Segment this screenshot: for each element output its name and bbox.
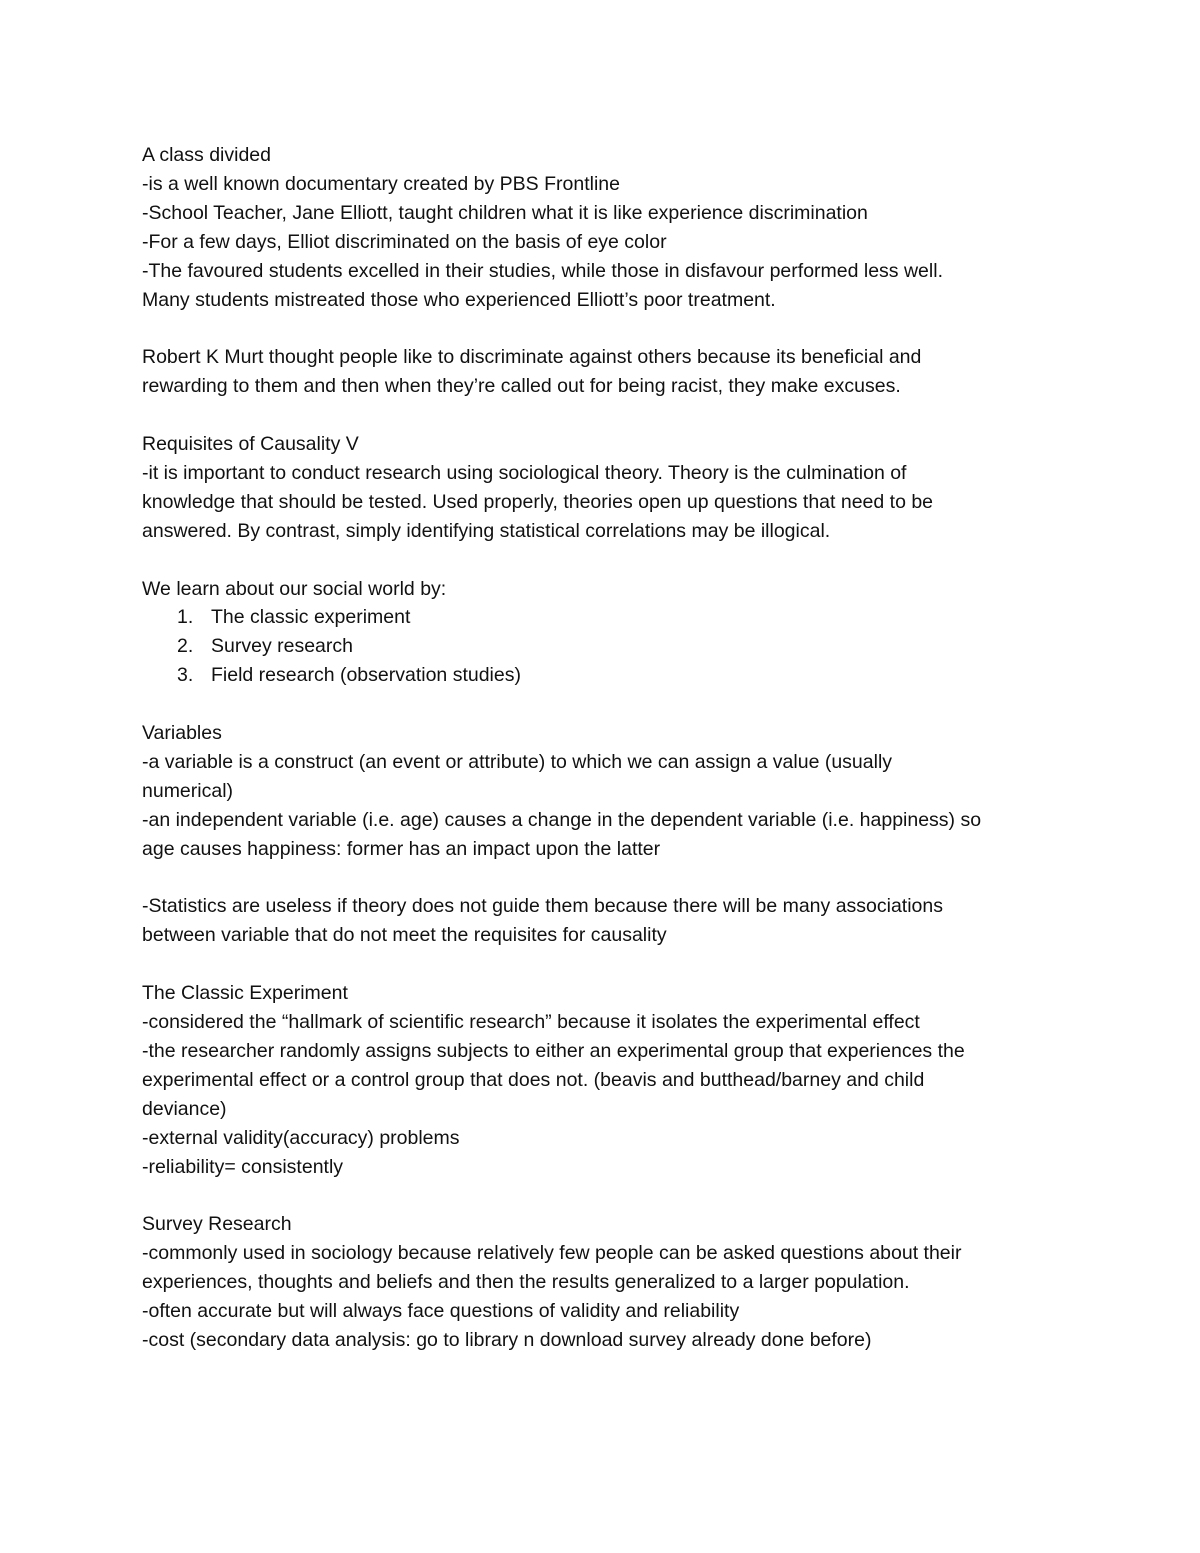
list-item-text: The classic experiment <box>211 606 411 629</box>
section-class-divided <box>142 141 1072 314</box>
list-number: 3. <box>177 664 194 687</box>
paragraph-gap <box>142 950 1072 979</box>
note-line: -cost (secondary data analysis: go to library n download survey already done before) <box>142 1329 872 1352</box>
section-survey-research <box>142 1210 1072 1355</box>
note-line: -is a well known documentary created by PBS Frontline <box>142 172 620 195</box>
note-line: -often accurate but will always face questions of validity and reliability <box>142 1300 740 1323</box>
list-item <box>142 603 1072 632</box>
note-line: -Statistics are useless if theory does not guide them because there will be many associations <box>142 895 943 918</box>
list-intro: We learn about our social world by: <box>142 577 447 600</box>
note-line: experimental effect or a control group that does not. (beavis and butthead/barney and child <box>142 1068 925 1091</box>
section-statistics <box>142 892 1072 950</box>
note-line: Robert K Murt thought people like to discriminate against others because its beneficial and <box>142 346 922 369</box>
paragraph-gap <box>142 546 1072 575</box>
note-line: experiences, thoughts and beliefs and then the results generalized to a larger population. <box>142 1271 910 1294</box>
section-heading: A class divided <box>142 144 271 166</box>
note-line: -reliability= consistently <box>142 1155 344 1178</box>
note-line: -The favoured students excelled in their studies, while those in disfavour performed less well. <box>142 259 943 282</box>
note-line: -it is important to conduct research using sociological theory. Theory is the culmination of <box>142 461 907 484</box>
note-line: between variable that do not meet the requisites for causality <box>142 924 667 947</box>
section-heading: The Classic Experiment <box>142 982 348 1005</box>
note-line: rewarding to them and then when they’re called out for being racist, they make excuses. <box>142 375 901 398</box>
note-line: -commonly used in sociology because relatively few people can be asked questions about their <box>142 1242 962 1265</box>
note-line: knowledge that should be tested. Used properly, theories open up questions that need to be <box>142 490 934 513</box>
section-murt <box>142 343 1072 401</box>
note-line: deviance) <box>142 1097 227 1120</box>
list-item <box>142 661 1072 690</box>
note-line: -For a few days, Elliot discriminated on the basis of eye color <box>142 230 667 253</box>
note-line: -considered the “hallmark of scientific research” because it isolates the experimental effect <box>142 1011 920 1034</box>
numbered-list <box>142 603 1072 690</box>
paragraph-gap <box>142 1182 1072 1211</box>
section-causality <box>142 430 1072 546</box>
paragraph-gap <box>142 401 1072 430</box>
list-item <box>142 632 1072 661</box>
section-classic-experiment <box>142 979 1072 1181</box>
paragraph-gap <box>142 690 1072 719</box>
note-line: -an independent variable (i.e. age) causes a change in the dependent variable (i.e. happiness) so <box>142 808 982 831</box>
note-line: -School Teacher, Jane Elliott, taught children what it is like experience discrimination <box>142 201 868 224</box>
note-line: -external validity(accuracy) problems <box>142 1126 460 1149</box>
section-social-world <box>142 575 1072 691</box>
list-item-text: Field research (observation studies) <box>211 664 521 687</box>
section-variables <box>142 719 1072 864</box>
section-heading: Requisites of Causality V <box>142 433 359 456</box>
note-line: -a variable is a construct (an event or attribute) to which we can assign a value (usually <box>142 750 893 773</box>
paragraph-gap <box>142 314 1072 343</box>
note-line: answered. By contrast, simply identifying statistical correlations may be illogical. <box>142 519 831 542</box>
list-item-text: Survey research <box>211 635 353 658</box>
note-line: -the researcher randomly assigns subjects to either an experimental group that experiences the <box>142 1040 965 1062</box>
section-heading: Variables <box>142 722 222 745</box>
document-page <box>142 141 1072 1355</box>
list-number: 1. <box>177 606 194 629</box>
note-line: numerical) <box>142 779 234 802</box>
paragraph-gap <box>142 864 1072 893</box>
list-number: 2. <box>177 635 194 658</box>
note-line: Many students mistreated those who experienced Elliott’s poor treatment. <box>142 288 776 311</box>
section-heading: Survey Research <box>142 1213 292 1236</box>
note-line: age causes happiness: former has an impact upon the latter <box>142 837 661 860</box>
